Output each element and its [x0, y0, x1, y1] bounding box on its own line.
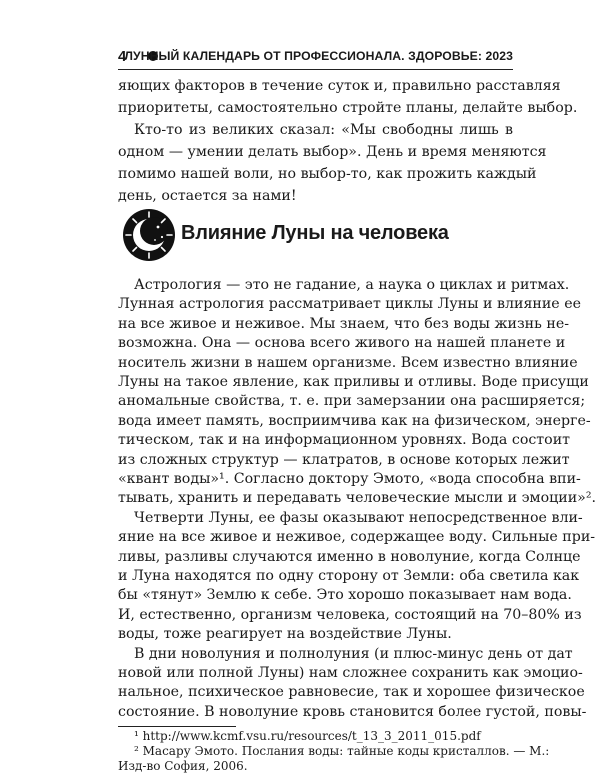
text-line: Лунная астрология рассматривает циклы Луны и влияние ее [118, 296, 581, 313]
text-line: на все живое и неживое. Мы знаем, что без воды жизнь не- [118, 315, 570, 332]
text-line: ливы, разливы случаются именно в новолуние, когда Солнце [118, 548, 581, 565]
section-title: Влияние Луны на человека [181, 222, 449, 244]
text-line: Четверти Луны, ее фазы оказывают непосредственное вли- [134, 509, 583, 526]
running-title: ЛУННЫЙ КАЛЕНДАРЬ ОТ ПРОФЕССИОНАЛА. ЗДОРОВЬЕ: 2023 [124, 49, 513, 63]
running-header [118, 48, 513, 66]
text-line: носитель жизни в нашем организме. Всем известно влияние [118, 354, 578, 371]
text-line: тывать, хранить и передавать человеческие мысли и эмоции»². [118, 490, 597, 507]
text-line: Кто-то из великих сказал: «Мы свободны лишь в [134, 122, 513, 138]
text-line: тическом, так и на информационном уровнях. Вода состоит [118, 432, 571, 449]
text-line: воды, тоже реагирует на воздействие Луны. [118, 626, 452, 643]
text-line: Астрология — это не гадание, а наука о циклах и ритмах. [134, 277, 570, 293]
text-line: яние на все живое и неживое, содержащее воду. Сильные при- [118, 529, 596, 546]
text-line: аномальные свойства, т. е. при замерзании она расширяется; [118, 393, 586, 410]
text-line: день, остается за нами! [118, 188, 297, 204]
text-line: состояние. В новолуние кровь становится более густой, повы- [118, 703, 587, 720]
footnote-1: ¹ http://www.kcmf.vsu.ru/resources/t_13_3_2011_015.pdf [134, 729, 481, 744]
text-line: бы «тянут» Землю к себе. Это хорошо показывает нам вода. [118, 587, 572, 604]
text-line: яющих факторов в течение суток и, правильно расставляя [118, 78, 561, 94]
footnote-rule [118, 726, 236, 727]
sun-moon-icon [121, 207, 177, 263]
footnote-2-cont: Изд-во София, 2006. [118, 759, 248, 774]
text-line: возможна. Она — основа всего живого на нашей планете и [118, 335, 566, 352]
text-line: В дни новолуния и полнолуния (и плюс-минус день от дат [134, 645, 573, 662]
text-line: вода имеет память, восприимчива как на физическом, энерге- [118, 412, 591, 429]
text-line: нальное, психическое равновесие, так и хорошее физическое [118, 684, 585, 701]
page-number: 4 [118, 48, 127, 65]
section-heading [121, 207, 516, 271]
text-line: Луны на такое явление, как приливы и отливы. Воде присущи [118, 374, 589, 390]
text-line: и Луна находятся по одну сторону от Земли: оба светила как [118, 568, 580, 584]
text-line: приоритеты, самостоятельно стройте планы, делайте выбор. [118, 100, 578, 116]
text-line: «квант воды»¹. Согласно доктору Эмото, «вода способна впи- [118, 471, 581, 487]
text-line: из сложных структур — клатратов, в основе которых лежит [118, 451, 570, 468]
header-rule [118, 69, 513, 70]
text-line: И, естественно, организм человека, состоящий на 70–80% из [118, 606, 582, 623]
text-line: новой или полной Луны) нам сложнее сохранить как эмоцио- [118, 665, 583, 681]
text-line: одном — умении делать выбор». День и время меняются [118, 144, 547, 160]
footnote-2: ² Масару Эмото. Послания воды: тайные коды кристаллов. — М.: [134, 744, 550, 759]
text-line: помимо нашей воли, но выбор-то, как прожить каждый [118, 166, 537, 182]
